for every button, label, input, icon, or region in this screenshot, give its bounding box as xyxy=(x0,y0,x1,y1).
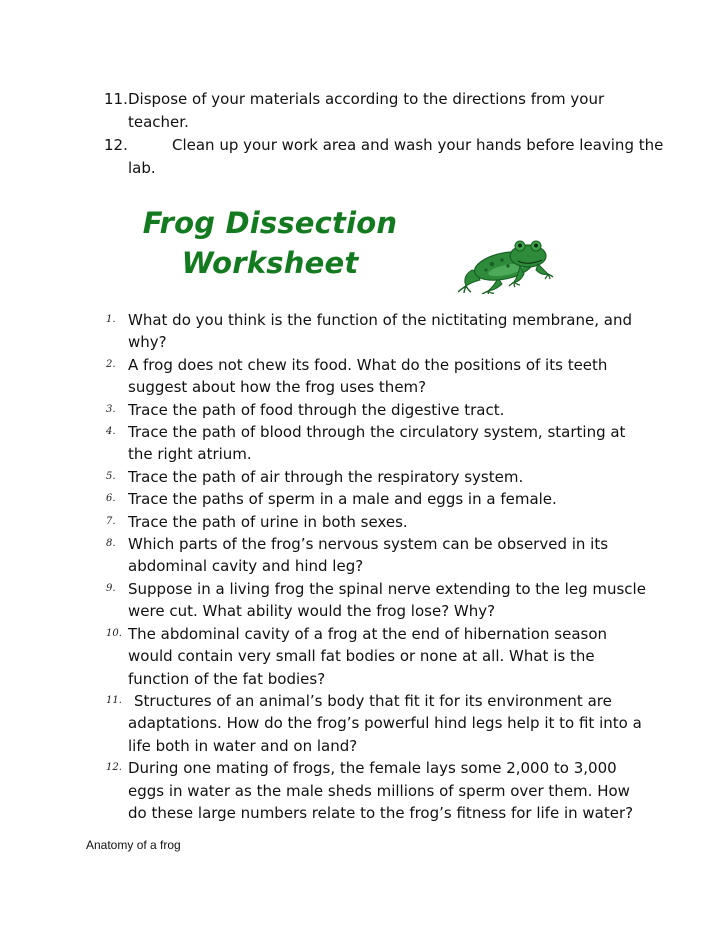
question-item xyxy=(104,511,649,533)
instruction-item xyxy=(104,134,664,180)
question-number: 6. xyxy=(106,493,116,505)
question-text: The abdominal cavity of a frog at the end of hibernation season would contain very small fat bodies or none at all. What is the function of the fat bodies? xyxy=(128,624,608,688)
question-text: Structures of an animal’s body that fit it for its environment are adaptations. How do the frog’s powerful hind legs help it to fit into a life both in water and on land? xyxy=(128,691,642,755)
question-number: 4. xyxy=(106,426,116,438)
instruction-text: Dispose of your materials according to the directions from your teacher. xyxy=(128,90,605,131)
question-number: 12. xyxy=(106,762,122,774)
question-text: Trace the path of blood through the circulatory system, starting at the right atrium. xyxy=(128,423,626,464)
question-text: A frog does not chew its food. What do the positions of its teeth suggest about how the frog uses them? xyxy=(128,355,608,397)
question-number: 2. xyxy=(106,358,116,370)
question-item xyxy=(104,690,649,757)
question-item xyxy=(104,757,649,824)
question-item xyxy=(104,309,649,354)
question-text: Suppose in a living frog the spinal nerve extending to the leg muscle were cut. What ability would the frog lose? Why? xyxy=(128,579,646,621)
instruction-number: 12. xyxy=(104,136,128,154)
question-item xyxy=(104,421,649,466)
question-list xyxy=(104,309,649,824)
question-number: 10. xyxy=(106,627,122,639)
question-number: 1. xyxy=(106,314,116,325)
page-footer: Anatomy of a frog xyxy=(86,838,181,852)
question-item xyxy=(104,623,649,690)
instruction-number: 11. xyxy=(104,90,128,108)
question-text: Trace the path of urine in both sexes. xyxy=(128,512,408,531)
question-text: Trace the paths of sperm in a male and eggs in a female. xyxy=(128,490,557,509)
question-text: What do you think is the function of the nictitating membrane, and why? xyxy=(128,311,632,352)
title-line-2: Worksheet xyxy=(181,246,359,280)
question-number: 9. xyxy=(106,582,116,594)
question-text: Trace the path of food through the digestive tract. xyxy=(128,400,505,419)
instructions-list xyxy=(104,88,664,180)
instruction-item xyxy=(104,88,664,134)
question-number: 7. xyxy=(106,515,116,527)
question-text: During one mating of frogs, the female lays some 2,000 to 3,000 eggs in water as the male sheds millions of sperm over them. How do these large numbers relate to the frog’s fitness for life in water? xyxy=(128,759,634,822)
question-number: 11. xyxy=(106,694,122,706)
instruction-text: Clean up your work area and wash your hands before leaving the lab. xyxy=(128,136,664,177)
question-item xyxy=(104,578,649,623)
frog-icon xyxy=(458,236,554,294)
question-number: 5. xyxy=(106,470,116,482)
worksheet-title xyxy=(120,203,420,283)
question-number: 3. xyxy=(106,403,116,415)
question-text: Which parts of the frog’s nervous system can be observed in its abdominal cavity and hind leg? xyxy=(128,535,609,576)
question-item xyxy=(104,466,649,488)
question-number: 8. xyxy=(106,538,116,550)
question-item xyxy=(104,354,649,399)
question-text: Trace the path of air through the respiratory system. xyxy=(128,467,524,486)
title-line-1: Frog Dissection xyxy=(142,206,398,240)
question-item xyxy=(104,399,649,421)
question-item xyxy=(104,488,649,510)
question-item xyxy=(104,533,649,578)
